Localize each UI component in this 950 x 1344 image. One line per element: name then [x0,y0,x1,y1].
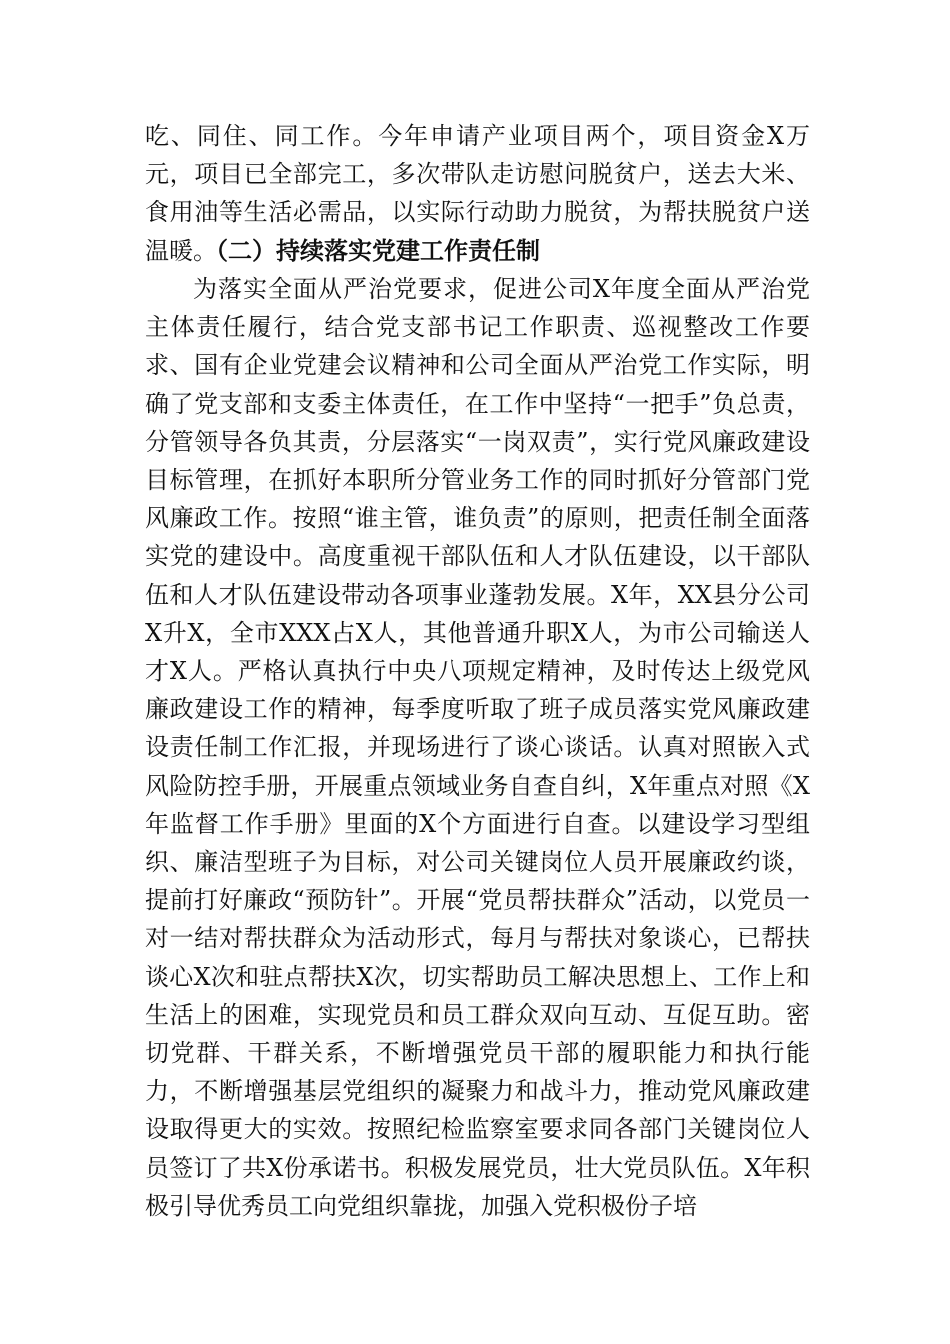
continued-paragraph: 吃、同住、同工作。今年申请产业项目两个，项目资金X万元，项目已全部完工，多次带队走访慰问脱贫户，送去大米、食用油等生活必需品，以实际行动助力脱贫，为帮扶脱贫户送温暖。 [145,122,810,265]
section-heading: （二）持续落实党建工作责任制 [204,236,540,265]
main-paragraph: 为落实全面从严治党要求，促进公司X年度全面从严治党主体责任履行，结合党支部书记工作职责、巡视整改工作要求、国有企业党建会议精神和公司全面从严治党工作实际，明确了党支部和支委主体责任，在工作中坚持“一把手”负总责，分管领导各负其责，分层落实“一岗双责”，实行党风廉政建设目标管理，在抓好本职所分管业务工作的同时抓好分管部门党风廉政工作。按照“谁主管，谁负责”的原则，把责任制全面落实党的建设中。高度重视干部队伍和人才队伍建设，以干部队伍和人才队伍建设带动各项事业蓬勃发展。X年，XX县分公司X升X，全市XXX占X人，其他普通升职X人，为市公司输送人才X人。严格认真执行中央八项规定精神，及时传达上级党风廉政建设工作的精神，每季度听取了班子成员落实党风廉政建设责任制工作汇报，并现场进行了谈心谈话。认真对照嵌入式风险防控手册，开展重点领域业务自查自纠，X年重点对照《X年监督工作手册》里面的X个方面进行自查。以建设学习型组织、廉洁型班子为目标，对公司关键岗位人员开展廉政约谈，提前打好廉政“预防针”。开展“党员帮扶群众”活动，以党员一对一结对帮扶群众为活动形式，每月与帮扶对象谈心，已帮扶谈心X次和驻点帮扶X次，切实帮助员工解决思想上、工作上和生活上的困难，实现党员和员工群众双向互动、互促互助。密切党群、干群关系，不断增强党员干部的履职能力和执行能力，不断增强基层党组织的凝聚力和战斗力，推动党风廉政建设取得更大的实效。按照纪检监察室要求同各部门关键岗位人员签订了共X份承诺书。积极发展党员，壮大党员队伍。X年积极引导优秀员工向党组织靠拢，加强入党积极份子培 [145,275,810,1220]
